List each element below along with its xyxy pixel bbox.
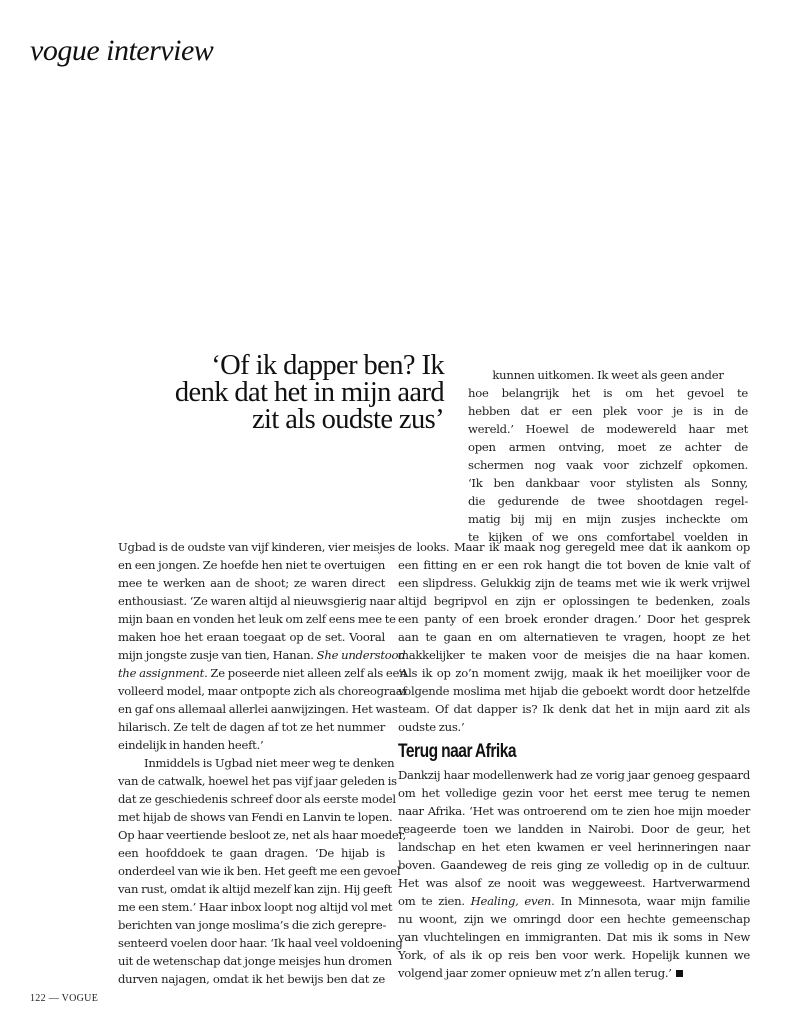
- text-line: mee te werken aan de shoot; ze waren direct: [118, 576, 385, 590]
- text-line: volgende moslima met hijab die geboekt wordt door hetzelfde: [398, 684, 750, 698]
- text-line: een panty of een broek eronder dragen.’ Door het gesprek: [398, 612, 750, 626]
- text-line: ‘Ik ben dankbaar voor stylisten als Sonny,: [468, 476, 748, 490]
- text-line: die gedurende de twee shootdagen regel-: [468, 494, 748, 508]
- text-line: van de catwalk, hoewel het pas vijf jaar geleden is: [118, 774, 397, 788]
- body-column-left: [118, 538, 407, 988]
- text-line: hilarisch. Ze telt de dagen af tot ze het nummer: [118, 720, 385, 734]
- text-line: [118, 664, 407, 682]
- pull-quote-line: denk dat het in mijn aard: [174, 377, 444, 408]
- text-line: uit de wetenschap dat jonge meisjes hun dromen: [118, 954, 392, 968]
- text-line: wereld.’ Hoewel de modewereld haar met: [468, 422, 748, 436]
- text-line: naar Afrika. ‘Het was ontroerend om te zien hoe mijn moeder: [398, 804, 750, 818]
- text-line: met hijab de shows van Fendi en Lanvin te lopen.: [118, 810, 393, 824]
- text-line: open armen ontving, moet ze achter de: [468, 440, 748, 454]
- pull-quote-line: ‘Of ik dapper ben? Ik: [211, 350, 444, 381]
- text-span: . In Minnesota, waar mijn familie: [551, 894, 750, 908]
- text-line: een fitting en er een rok hangt die tot boven de knie valt of: [398, 558, 750, 572]
- text-line: team. Of dat dapper is? Ik denk dat het in mijn aard zit als: [398, 702, 750, 716]
- text-line: aan te gaan en om alternatieven te vragen, hoopt ze het: [398, 630, 750, 644]
- text-line: de looks. Maar ik maak nog geregeld mee dat ik aankom op: [398, 540, 750, 554]
- text-span: . Ze poseerde niet alleen zelf als een: [204, 666, 407, 680]
- text-line: schermen nog vaak voor zichzelf opkomen.: [468, 458, 748, 472]
- text-span: volgend jaar zomer opnieuw met z’n allen terug.’: [398, 966, 672, 980]
- subheading: Terug naar Afrika: [398, 741, 517, 762]
- italic-text: the assignment: [118, 666, 205, 680]
- text-line: nu woont, zijn we omringd door een hechte gemeenschap: [398, 912, 750, 926]
- text-line: een hoofddoek te gaan dragen. ‘De hijab is: [118, 846, 385, 860]
- italic-text: She understood: [316, 648, 406, 662]
- text-line: berichten van jonge moslima’s die zich gerepre-: [118, 918, 387, 932]
- body-column-top: [468, 366, 748, 546]
- text-line: van vluchtelingen en immigranten. Dat mis ik soms in New: [398, 930, 750, 944]
- text-line: kunnen uitkomen. Ik weet als geen ander: [492, 368, 724, 382]
- text-line: reageerde toen we landden in Nairobi. Door de geur, het: [398, 822, 750, 836]
- text-line: en een jongen. Ze hoefde hen niet te overtuigen: [118, 558, 386, 572]
- text-line: [118, 646, 406, 664]
- text-line: te kijken of we ons comfortabel voelden in: [468, 530, 748, 544]
- text-line: om het volledige gezin voor het eerst mee terug te nemen: [398, 786, 750, 800]
- text-line: en gaf ons allemaal allerlei aanwijzingen. Het was: [118, 702, 398, 716]
- text-line: durven najagen, omdat ik het bewijs ben dat ze: [118, 972, 385, 986]
- text-line: [398, 892, 750, 910]
- text-span: mijn jongste zusje van tien, Hanan.: [118, 648, 314, 662]
- section-title: vogue interview: [30, 34, 214, 67]
- pull-quote: [110, 352, 444, 433]
- text-line: onderdeel van wie ik ben. Het geeft me een gevoel: [118, 864, 401, 878]
- text-line: me een stem.’ Haar inbox loopt nog altijd vol met: [118, 900, 393, 914]
- text-line: eindelijk in handen heeft.’: [118, 738, 264, 752]
- text-line: Ugbad is de oudste van vijf kinderen, vier meisjes: [118, 540, 395, 554]
- text-line: hoe belangrijk het is om het gevoel te: [468, 386, 748, 400]
- text-line: enthousiast. ‘Ze waren altijd al nieuwsgierig naar: [118, 594, 396, 608]
- text-line: York, of als ik op reis ben voor werk. Hopelijk kunnen we: [398, 948, 750, 962]
- text-line: maken hoe het eraan toegaat op de set. Vooral: [118, 630, 385, 644]
- pull-quote-line: zit als oudste zus’: [251, 404, 444, 435]
- text-line: volleerd model, maar ontpopte zich als choreograaf: [118, 684, 407, 698]
- text-line: Dankzij haar modellenwerk had ze vorig jaar genoeg gespaard: [398, 768, 750, 782]
- text-line: van rust, omdat ik altijd mezelf kan zijn. Hij geeft: [118, 882, 392, 896]
- text-line: boven. Gaandeweg de reis ging ze volledig op in de cultuur.: [398, 858, 750, 872]
- text-line: altijd begripvol en zijn er oplossingen te bedenken, zoals: [398, 594, 750, 608]
- text-line: een slipdress. Gelukkig zijn de teams met wie ik werk vrijwel: [398, 576, 750, 590]
- text-line: oudste zus.’: [398, 720, 465, 734]
- text-line: dat ze geschiedenis schreef door als eerste model: [118, 792, 396, 806]
- text-line: landschap en het eten kwamen er veel herinneringen naar: [398, 840, 750, 854]
- text-line: Op haar veertiende besloot ze, net als haar moeder,: [118, 828, 406, 842]
- page-folio: 122 — VOGUE: [30, 993, 99, 1004]
- italic-text: Healing, even: [470, 894, 552, 908]
- text-line: hebben dat er een plek voor je is in de: [468, 404, 748, 418]
- end-mark-icon: [676, 970, 683, 977]
- text-line: ‘Als ik op zo’n moment zwijg, maak ik het moeilijker voor de: [398, 666, 750, 680]
- text-line: Inmiddels is Ugbad niet meer weg te denken: [144, 756, 395, 770]
- text-line: [398, 964, 750, 982]
- body-column-right: [398, 538, 750, 982]
- text-span: om te zien.: [398, 894, 465, 908]
- text-line: makkelijker te maken voor de meisjes die na haar komen.: [398, 648, 750, 662]
- text-line: Het was alsof ze nooit was weggeweest. Hartverwarmend: [398, 876, 750, 890]
- text-line: senteerd voelen door haar. ‘Ik haal veel voldoening: [118, 936, 403, 950]
- text-line: matig bij mij en mijn zusjes incheckte om: [468, 512, 748, 526]
- text-line: mijn baan en vonden het leuk om zelf eens mee te: [118, 612, 396, 626]
